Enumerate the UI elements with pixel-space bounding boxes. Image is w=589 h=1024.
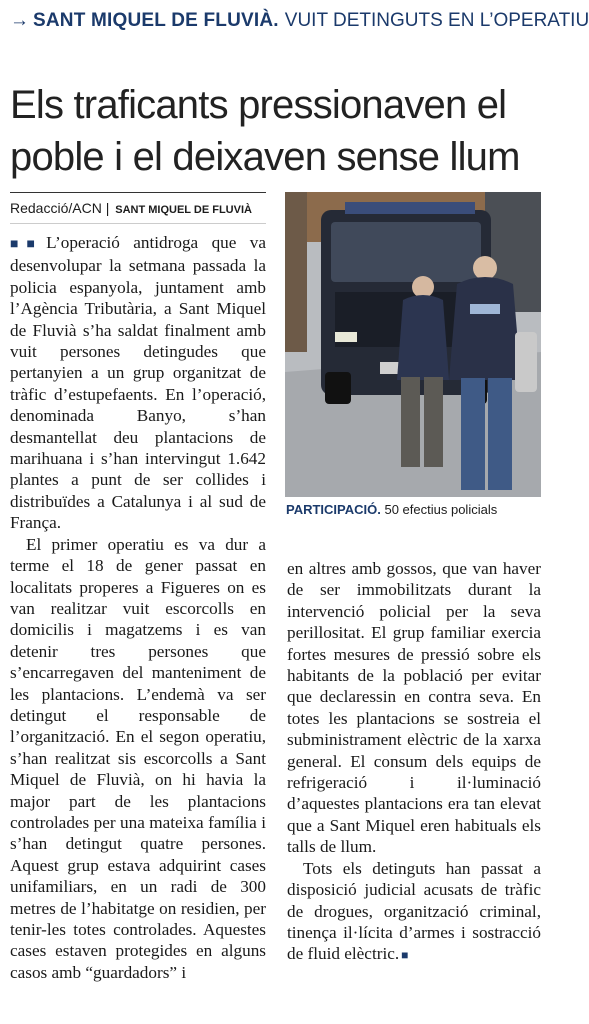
photo-caption — [286, 501, 542, 519]
news-photo — [285, 192, 541, 497]
headline-line-1: Els traficants pressionaven el — [10, 82, 507, 127]
kicker-subtitle: VUIT DETINGUTS EN L’OPERATIU — [284, 10, 589, 31]
paragraph-2-continued: en altres amb gossos, que van haver de ser immobilitzats durant la intervenció policial per la seva perillositat. El grup familiar exercia fortes mesures de pressió sobre els habitants de la població per evitar que declaressin en contra seva. En totes les plantacions se sostreia el subministrament elèctric de la xarxa general. El consum dels equips de refrigeració i il·luminació d’aquestes plantacions era tan elevat que a Sant Miquel eren habituals els talls de llum. — [287, 559, 541, 857]
article-column-2 — [287, 558, 541, 967]
headline-line-2: poble i el deixaven sense llum — [10, 134, 520, 179]
byline-place: SANT MIQUEL DE FLUVIÀ — [115, 204, 252, 216]
lead-square-icon: ■■ — [10, 237, 44, 252]
kicker-place: SANT MIQUEL DE FLUVIÀ. — [33, 10, 279, 31]
paragraph-2: El primer operatiu es va dur a terme el 18 de gener passat en localitats properes a Figueres on es van realitzar vuit escorcolls en domicilis i magatzems i es van detenir tres persones que s’encarregaven del manteniment de les plantacions. L’endemà va ser detingut el responsable de l’organització. En el segon operatiu, s’han realitzat sis escorcolls a Sant Miquel de Fluvià, on hi havia la major part de les plantacions controlades per una mateixa família i s’han detingut quatre persones. Aquest grup estava adquirint cases unifamiliars, en un radi de 300 metres de l’habitatge on residien, per tenir-les totes controlades. Aquestes cases estaven protegides en alguns casos amb “guardadors” i — [10, 534, 266, 982]
arrow-right-icon: → — [10, 10, 29, 31]
article-column-1 — [10, 232, 266, 983]
caption-text: 50 efectius policials — [384, 502, 498, 517]
byline: Redacció/ACN | SANT MIQUEL DE FLUVIÀ — [10, 192, 266, 224]
headline — [10, 79, 550, 183]
byline-author: Redacció/ACN — [10, 200, 102, 216]
police-van-photo — [285, 192, 541, 497]
paragraph-1: ■■ L’operació antidroga que va desenvolupar la setmana passada la policia espanyola, juntament amb l’Agència Tributària, a Sant Miquel de Fluvià s’ha saldat finalment amb vuit persones detingudes que pertanyien a un grup organitzat de tràfic d’estupefaents. En l’operació, denominada Banyo, s’han desmantellat deu plantacions de marihuana i s’han intervingut 1.642 plantes a punt de ser collides i distribuïdes a Catalunya i al sud de França. — [10, 233, 266, 533]
end-square-icon: ■ — [401, 948, 409, 963]
section-kicker — [10, 8, 589, 34]
paragraph-3: Tots els detinguts han passat a disposició judicial acusats de tràfic de drogues, organització criminal, tinença il·lícita d’armes i sostracció de fluid elèctric. ■ — [287, 858, 541, 964]
caption-label: PARTICIPACIÓ. — [286, 502, 381, 517]
